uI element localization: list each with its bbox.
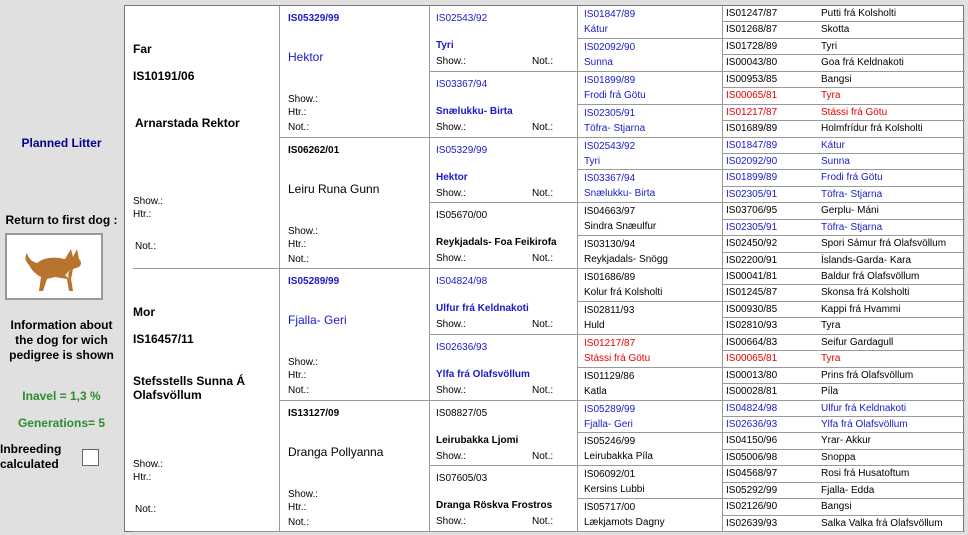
dog-name[interactable]: Lækjamots Dagny [584,517,665,529]
dog-name[interactable]: Leiru Runa Gunn [288,181,380,196]
dog-name[interactable]: Sunna [584,56,613,68]
role-label: Mor [133,305,155,319]
reg-number[interactable]: IS05006/98 [726,451,778,463]
dog-name[interactable]: Dranga Röskva Frostros [436,500,553,512]
reg-number[interactable]: IS02639/93 [726,517,778,529]
gen5-dog[interactable] [722,105,965,121]
sidebar [0,0,123,535]
dog-name[interactable]: Huld [584,319,605,331]
gen5-dog[interactable] [722,351,965,367]
reg-number[interactable]: IS00028/81 [726,386,778,398]
generations-value: Generations= 5 [17,416,106,430]
show-label: Show.: [288,488,319,500]
dog-name[interactable]: Tyra [821,90,841,102]
reg-number[interactable]: IS08827/05 [436,407,488,419]
dog-name[interactable]: Leirubakka Ljomi [436,434,519,446]
show-label: Show.: [133,459,164,470]
dog-name[interactable]: Píla [821,386,839,398]
reg-number[interactable]: IS02636/93 [436,341,488,353]
reg-number[interactable]: IS03706/95 [726,205,778,217]
gen4-dog[interactable] [577,499,722,532]
gen5-dog[interactable] [722,88,965,104]
reg-number[interactable]: IS00664/83 [726,336,778,348]
gen5-dog[interactable] [722,401,965,417]
reg-number[interactable]: IS01689/89 [726,123,778,135]
not-label: Not.: [532,319,554,330]
gen5-dog[interactable] [722,433,965,449]
reg-number[interactable]: IS01686/89 [584,272,636,283]
dog-name[interactable]: Íslands-Garda- Kara [821,254,912,266]
gen4-dog[interactable] [577,302,722,335]
gen2-dog[interactable] [279,401,429,533]
reg-number[interactable]: IS07605/03 [436,473,488,485]
reg-number[interactable]: IS02092/90 [584,41,636,53]
htr-label: Htr.: [288,501,307,513]
reg-number[interactable]: IS00930/85 [726,303,778,315]
gen5-dog[interactable] [722,220,965,236]
gen5-dog[interactable] [722,39,965,55]
reg-number[interactable]: IS05289/99 [288,276,340,287]
show-label: Show.: [436,384,467,396]
dog-name[interactable]: Fjalla- Edda [821,484,875,496]
dog-name[interactable]: Stássi frá Götu [584,352,651,364]
reg-number[interactable]: IS04824/98 [726,402,778,414]
reg-number[interactable]: IS13127/09 [288,407,340,419]
not-label: Not.: [532,450,554,462]
reg-number[interactable]: IS02092/90 [726,155,778,167]
gen5-dog[interactable] [722,170,965,186]
reg-number[interactable]: IS16457/11 [133,332,194,346]
dog-name[interactable]: Arnarstada Rektor [135,116,240,130]
htr-label: Htr.: [288,238,307,250]
dog-name[interactable]: Fjalla- Geri [584,418,633,430]
gen4-dog[interactable] [577,433,722,466]
gen5-dog[interactable] [722,22,965,38]
gen5-dog[interactable] [722,516,965,532]
reg-number[interactable]: IS01245/87 [726,287,778,299]
reg-number[interactable]: IS01899/89 [726,172,778,184]
gen1-sire[interactable] [133,6,279,269]
gen4-dog[interactable] [577,203,722,236]
show-label: Show.: [436,187,467,199]
inavel-value: Inavel = 1,3 % [22,389,101,403]
dog-name[interactable]: Snælukku- Birta [436,105,513,117]
reg-number[interactable]: IS00013/80 [726,369,778,381]
reg-number[interactable]: IS01129/86 [584,370,635,382]
return-first-dog-button[interactable] [5,233,103,300]
dog-name[interactable]: Tyri [821,40,838,52]
gen5-dog[interactable] [722,187,965,203]
dog-name[interactable]: Skonsa frá Kolsholti [821,287,910,299]
reg-number[interactable]: IS05717/00 [584,502,636,514]
reg-number[interactable]: IS05329/99 [288,13,340,24]
dog-name[interactable]: Töfra- Stjarna [584,122,646,134]
gen5-dog[interactable] [722,203,965,219]
reg-number[interactable]: IS02810/93 [726,320,778,332]
reg-number[interactable]: IS05670/00 [436,210,488,222]
reg-number[interactable]: IS04663/97 [584,206,636,218]
not-label: Not.: [532,121,554,133]
not-label: Not.: [288,385,310,396]
show-label: Show.: [288,225,319,237]
not-label: Not.: [288,122,310,133]
dog-name[interactable]: Bangsi [821,501,852,513]
gen5-dog[interactable] [722,154,965,170]
not-label: Not.: [532,56,554,67]
inbreeding-checkbox[interactable] [82,449,99,466]
dog-name[interactable]: Sunna [821,155,850,167]
dog-name[interactable]: Hektor [288,50,324,64]
gen5-dog[interactable] [722,335,965,351]
dog-name[interactable]: Ylfa frá Olafsvöllum [436,368,530,380]
gen4-dog[interactable] [577,466,722,499]
dog-name[interactable]: Rosi frá Husatoftum [821,468,910,480]
dog-name[interactable]: Putti frá Kolsholti [821,8,897,19]
gen2-dog[interactable] [279,269,429,401]
dog-name[interactable]: Ylfa frá Olafsvöllum [821,418,908,430]
dog-name[interactable]: Snoppa [821,451,856,463]
gen3-dog[interactable] [429,6,577,72]
reg-number[interactable]: IS05329/99 [436,144,488,156]
gen4-dog[interactable] [577,368,722,401]
gen5-dog[interactable] [722,121,965,137]
gen3-dog[interactable] [429,401,577,467]
gen5-dog[interactable] [722,417,965,433]
dog-name[interactable]: Salka Valka frá Olafsvöllum [821,517,943,529]
gen3-dog[interactable] [429,203,577,269]
reg-number[interactable]: IS01247/87 [726,8,778,19]
show-label: Show.: [436,450,467,462]
dog-name[interactable]: Snælukku- Birta [584,188,656,200]
dog-name[interactable]: Tyra [821,320,841,332]
dog-name[interactable]: Stefsstells Sunna Á Olafsvöllum [133,374,246,402]
reg-number[interactable]: IS02305/91 [726,188,778,200]
reg-number[interactable]: IS00043/80 [726,57,778,69]
dog-name[interactable]: Kátur [584,24,608,35]
not-label: Not.: [532,187,554,199]
dog-name[interactable]: Ulfur frá Keldnakoti [436,303,529,314]
dog-name[interactable]: Yrar- Akkur [821,435,872,447]
reg-number[interactable]: IS03367/94 [584,173,636,185]
dog-name[interactable]: Kátur [821,139,845,151]
reg-number[interactable]: IS02811/93 [584,304,635,316]
htr-label: Htr.: [133,209,152,220]
dog-name[interactable]: Sindra Snæulfur [584,221,657,233]
dog-name[interactable]: Bangsi [821,73,852,85]
gen3-dog[interactable] [429,335,577,401]
gen5-dog[interactable] [722,368,965,384]
not-label: Not.: [532,384,554,396]
dog-name[interactable]: Baldur frá Olafsvöllum [821,271,920,282]
dog-name[interactable]: Töfra- Stjarna [821,221,883,233]
gen5-dog[interactable] [722,253,965,269]
gen2-dog[interactable] [279,138,429,270]
not-label: Not.: [532,253,554,265]
show-label: Show.: [133,196,164,207]
show-label: Show.: [436,121,467,133]
dog-name[interactable]: Tyra [821,353,841,365]
gen5-dog[interactable] [722,466,965,482]
reg-number[interactable]: IS02450/92 [726,238,778,250]
gen5-dog[interactable] [722,318,965,334]
dog-name[interactable]: Frodi frá Götu [821,172,883,184]
dog-name[interactable]: Prins frá Olafsvöllum [821,369,914,381]
gen5-dog[interactable] [722,138,965,154]
gen4-dog[interactable] [577,105,722,138]
gen5-dog[interactable] [722,483,965,499]
gen5-dog[interactable] [722,450,965,466]
gen3-dog[interactable] [429,72,577,138]
dog-name[interactable]: Reykjadals- Snögg [584,254,668,266]
gen2-dog[interactable] [279,6,429,138]
reg-number[interactable]: IS06092/01 [584,469,636,481]
dog-name[interactable]: Frodi frá Götu [584,89,646,101]
reg-number[interactable]: IS01847/89 [584,9,636,20]
gen4-dog[interactable] [577,170,722,203]
dog-name[interactable]: Töfra- Stjarna [821,188,883,200]
gen3-dog[interactable] [429,466,577,532]
inbreeding-label: Inbreeding calculated [0,442,62,471]
reg-number[interactable]: IS04824/98 [436,276,488,287]
reg-number[interactable]: IS00065/81 [726,353,778,365]
not-label: Not.: [135,504,157,515]
gen4-dog[interactable] [577,138,722,171]
reg-number[interactable]: IS01899/89 [584,74,636,86]
gen4-dog[interactable] [577,401,722,434]
show-label: Show.: [288,357,319,368]
reg-number[interactable]: IS01217/87 [726,106,778,118]
dog-name[interactable]: Tyri [436,40,454,51]
gen4-dog[interactable] [577,39,722,72]
reg-number[interactable]: IS03130/94 [584,239,636,251]
reg-number[interactable]: IS02200/91 [726,254,778,266]
info-text: Information about the dog for wich pedigree is shown [9,318,114,362]
dog-name[interactable]: Leirubakka Píla [584,451,653,463]
htr-label: Htr.: [288,107,307,118]
gen5-dog[interactable] [722,72,965,88]
not-label: Not.: [288,253,310,265]
htr-label: Htr.: [288,370,307,381]
show-label: Show.: [288,94,319,105]
dog-name[interactable]: Reykjadals- Foa Feikirofa [436,237,557,249]
dog-name[interactable]: Stássi frá Götu [821,106,888,118]
reg-number[interactable]: IS01847/89 [726,139,778,151]
reg-number[interactable]: IS00041/81 [726,271,778,282]
reg-number[interactable]: IS05292/99 [726,484,778,496]
reg-number[interactable]: IS02543/92 [584,140,636,152]
dog-name[interactable]: Kappi frá Hvammi [821,303,901,315]
reg-number[interactable]: IS02636/93 [726,418,778,430]
reg-number[interactable]: IS10191/06 [133,69,195,83]
not-label: Not.: [135,241,157,252]
reg-number[interactable]: IS02543/92 [436,13,488,24]
gen4-dog[interactable] [577,6,722,39]
reg-number[interactable]: IS04150/96 [726,435,778,447]
dog-name[interactable]: Spori Sámur frá Olafsvöllum [821,238,947,250]
gen5-dog[interactable] [722,6,965,22]
gen1-dam[interactable] [133,269,279,532]
reg-number[interactable]: IS02126/90 [726,501,778,513]
gen5-dog[interactable] [722,499,965,515]
reg-number[interactable]: IS01728/89 [726,40,778,52]
gen4-dog[interactable] [577,236,722,269]
reg-number[interactable]: IS01268/87 [726,24,778,36]
reg-number[interactable]: IS04568/97 [726,468,778,480]
dog-name[interactable]: Skotta [821,24,850,36]
dog-name[interactable]: Katla [584,385,607,397]
show-label: Show.: [436,319,467,330]
gen3-dog[interactable] [429,138,577,204]
dog-icon [7,235,101,298]
dog-name[interactable]: Tyri [584,155,601,167]
dog-name[interactable]: Gerplu- Máni [821,205,879,217]
dog-name[interactable]: Dranga Pollyanna [288,444,384,459]
reg-number[interactable]: IS02305/91 [726,221,778,233]
show-label: Show.: [436,253,467,265]
not-label: Not.: [288,516,310,528]
show-label: Show.: [436,516,467,528]
reg-number[interactable]: IS00065/81 [726,90,778,102]
gen5-dog[interactable] [722,236,965,252]
dog-name[interactable]: Hektor [436,171,468,183]
htr-label: Htr.: [133,472,152,483]
gen3-dog[interactable] [429,269,577,335]
dog-name[interactable]: Holmfrídur frá Kolsholti [821,123,923,135]
gen4-dog[interactable] [577,72,722,105]
gen5-dog[interactable] [722,302,965,318]
gen5-dog[interactable] [722,269,965,285]
reg-number[interactable]: IS03367/94 [436,78,488,90]
dog-name[interactable]: Seifur Gardagull [821,336,894,348]
gen5-dog[interactable] [722,55,965,71]
planned-litter-link[interactable]: Planned Litter [21,136,102,150]
reg-number[interactable]: IS05246/99 [584,436,636,448]
dog-name[interactable]: Kersins Lubbi [584,484,645,496]
reg-number[interactable]: IS02305/91 [584,107,636,119]
gen4-dog[interactable] [577,269,722,302]
gen5-dog[interactable] [722,384,965,400]
dog-name[interactable]: Goa frá Keldnakoti [821,57,904,69]
gen5-dog[interactable] [722,285,965,301]
not-label: Not.: [532,516,554,528]
dog-name[interactable]: Fjalla- Geri [288,313,347,327]
reg-number[interactable]: IS06262/01 [288,144,340,156]
reg-number[interactable]: IS01217/87 [584,337,636,349]
reg-number[interactable]: IS05289/99 [584,403,636,415]
dog-name[interactable]: Ulfur frá Keldnakoti [821,402,907,414]
dog-name[interactable]: Kolur frá Kolsholti [584,287,663,298]
role-label: Far [133,42,152,56]
show-label: Show.: [436,56,467,67]
pedigree-tree [124,5,964,532]
reg-number[interactable]: IS00953/85 [726,73,778,85]
return-label: Return to first dog : [5,213,118,227]
gen4-dog[interactable] [577,335,722,368]
